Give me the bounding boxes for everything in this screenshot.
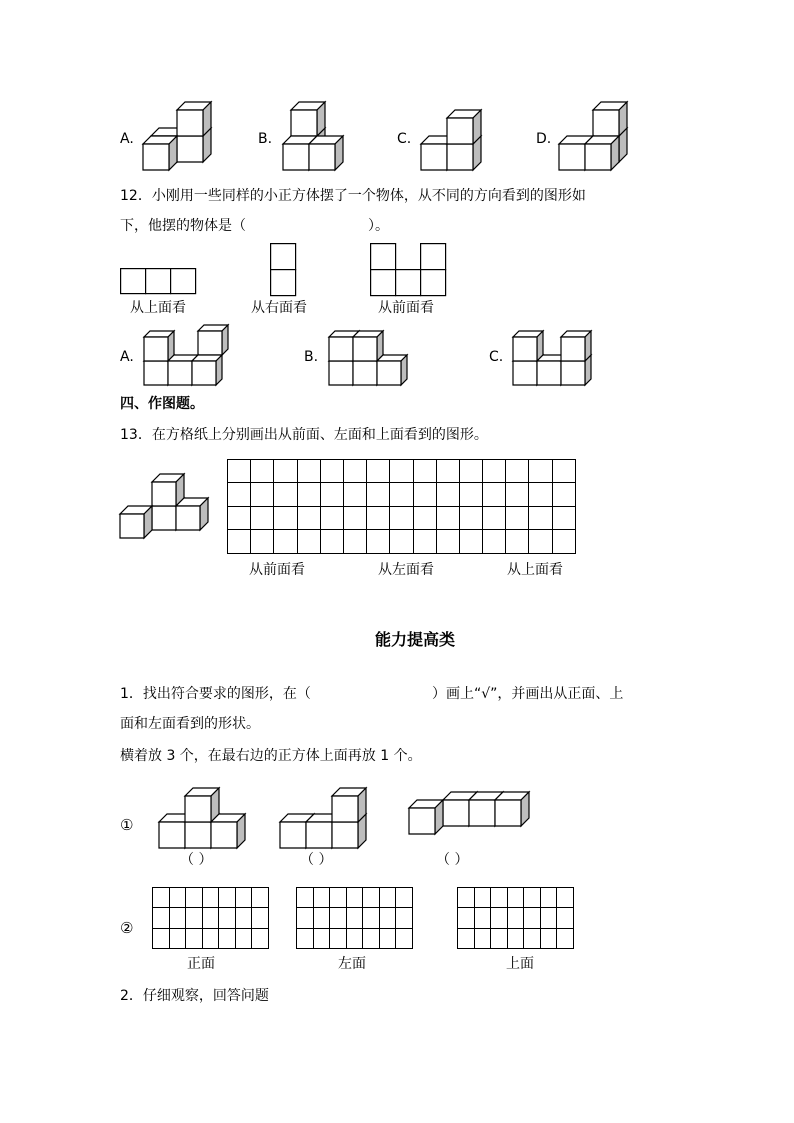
q12-view-top-figure [120,268,200,298]
grid-cell[interactable] [313,908,330,928]
ability-figure-1 [158,780,250,850]
q12-option-c-label: C. [489,349,504,365]
grid-cell[interactable] [413,506,436,529]
cube-face [176,506,200,530]
marker-circled-1: ① [120,816,134,834]
cube-face [332,796,358,822]
cube-face [495,800,521,826]
grid-cell[interactable] [413,483,436,506]
cube-face [409,808,435,834]
cube-face [559,144,585,170]
grid-cell[interactable] [529,460,552,483]
grid-cell[interactable] [474,888,491,908]
grid-cell[interactable] [330,888,347,908]
grid-cell[interactable] [252,888,269,908]
q11-figure-d [556,100,636,172]
grid-cell[interactable] [320,483,343,506]
ability-q1-line3: 横着放 3 个，在最右边的正方体上面再放 1 个。 [120,748,422,764]
cube-face [447,118,473,144]
cube-face [421,144,447,170]
grid-cell[interactable] [436,506,459,529]
cube-face [185,822,211,848]
grid-cell[interactable] [330,908,347,928]
grid-cell[interactable] [413,460,436,483]
grid-cell[interactable] [459,460,482,483]
grid-cell[interactable] [228,506,251,529]
grid-cell[interactable] [251,530,274,553]
grid-cell[interactable] [251,483,274,506]
grid-cell[interactable] [390,460,413,483]
grid-cell[interactable] [540,888,557,908]
grid-cell[interactable] [540,928,557,948]
cube-face [593,110,619,136]
cube-face [177,110,203,136]
cube-face [329,337,353,361]
grid-cell[interactable] [219,928,236,948]
grid-cell[interactable] [252,928,269,948]
grid-cell[interactable] [346,888,363,908]
q12-view-top-label: 从上面看 [130,300,186,316]
grid-cell[interactable] [557,908,574,928]
grid-cell[interactable] [169,928,186,948]
cube-face [306,822,332,848]
grid-cell[interactable] [169,908,186,928]
ability-view-left-label: 左面 [338,956,366,972]
grid-cell[interactable] [343,506,366,529]
grid-cell[interactable] [186,888,203,908]
grid-cell[interactable] [169,888,186,908]
grid-cell[interactable] [540,908,557,928]
grid-cell[interactable] [529,483,552,506]
ability-q1-line2: 面和左面看到的形状。 [120,716,260,732]
grid-cell[interactable] [251,460,274,483]
q12-figure-a [143,325,238,387]
grid-cell[interactable] [343,483,366,506]
grid-cell[interactable] [228,460,251,483]
q13-drawing-grid[interactable] [227,459,576,554]
grid-cell[interactable] [396,928,413,948]
grid-cell[interactable] [153,928,170,948]
grid-cell[interactable] [459,483,482,506]
ability-section-title: 能力提高类 [375,630,456,649]
ability-choice-paren-2[interactable]: （ ） [300,852,333,868]
cube-face [329,361,353,385]
grid-cell[interactable] [552,530,575,553]
grid-cell[interactable] [346,928,363,948]
grid-cell[interactable] [186,928,203,948]
cube-face [143,144,169,170]
grid-cell[interactable] [379,928,396,948]
cube-face [447,144,473,170]
grid-cell[interactable] [552,483,575,506]
grid-cell[interactable] [274,483,297,506]
grid-cell[interactable] [390,483,413,506]
q11-figure-c [418,100,488,172]
q13-label-left: 从左面看 [378,562,434,578]
cube-face [283,144,309,170]
cube-face [513,361,537,385]
ability-figure-2 [279,780,371,850]
cube-face [353,337,377,361]
grid-cell[interactable] [552,460,575,483]
grid-cell[interactable] [506,460,529,483]
grid-cell[interactable] [557,928,574,948]
grid-cell[interactable] [506,483,529,506]
ability-choice-paren-1[interactable]: （ ） [180,852,213,868]
ability-q2-text: 2．仔细观察，回答问题 [120,988,269,1004]
q12-answer-blank[interactable] [260,218,368,234]
ability-choice-paren-3[interactable]: （ ） [436,852,469,868]
grid-cell[interactable] [274,506,297,529]
grid-cell[interactable] [436,460,459,483]
ability-grid-front[interactable] [152,887,269,949]
grid-cell[interactable] [459,530,482,553]
grid-cell[interactable] [313,928,330,948]
cube-face [216,355,222,385]
grid-cell[interactable] [436,530,459,553]
grid-cell[interactable] [363,928,380,948]
grid-cell[interactable] [202,928,219,948]
grid-cell[interactable] [330,928,347,948]
ability-grid-top[interactable] [457,887,574,949]
grid-cell[interactable] [507,928,524,948]
grid-cell[interactable] [458,888,475,908]
grid-cell[interactable] [379,888,396,908]
cube-face [152,506,176,530]
grid-cell[interactable] [320,530,343,553]
q12-view-front-label: 从前面看 [378,300,434,316]
ability-view-top-label: 上面 [506,956,534,972]
grid-cell[interactable] [390,506,413,529]
cube-face [561,361,585,385]
grid-cell[interactable] [235,908,252,928]
cube-face [222,325,228,355]
cube-face [152,482,176,506]
grid-cell[interactable] [297,506,320,529]
grid-cell[interactable] [557,888,574,908]
cube-face [177,136,203,162]
grid-cell[interactable] [320,506,343,529]
grid-cell[interactable] [367,530,390,553]
grid-cell[interactable] [228,530,251,553]
grid-cell[interactable] [524,888,541,908]
grid-cell[interactable] [491,908,508,928]
grid-cell[interactable] [346,908,363,928]
grid-cell[interactable] [458,928,475,948]
grid-cell[interactable] [343,460,366,483]
grid-cell[interactable] [459,506,482,529]
grid-cell[interactable] [474,928,491,948]
grid-cell[interactable] [219,908,236,928]
grid-cell[interactable] [202,888,219,908]
ability-grid-left[interactable] [296,887,413,949]
grid-cell[interactable] [390,530,413,553]
grid-cell[interactable] [552,506,575,529]
grid-cell[interactable] [413,530,436,553]
cube-face [469,800,495,826]
cube-face [192,361,216,385]
grid-cell[interactable] [252,908,269,928]
cube-face [280,822,306,848]
cube-face [144,361,168,385]
cube-face [332,822,358,848]
q11-option-c-label: C. [397,131,412,147]
q13-label-top: 从上面看 [507,562,563,578]
grid-cell[interactable] [297,888,314,908]
grid-cell[interactable] [367,483,390,506]
q12-view-right-figure [270,243,300,299]
grid-cell[interactable] [297,483,320,506]
ability-q1-line1b: ）画上“√”，并画出从正面、上 [432,686,624,702]
cube-face [561,337,585,361]
q11-figure-b [280,100,350,172]
cube-face [198,331,222,355]
q12-text-line2: 下，他摆的物体是（ [120,218,246,234]
ability-q1-line1a: 1．找出符合要求的图形，在（ [120,686,311,702]
grid-cell[interactable] [436,483,459,506]
cube-face [168,361,192,385]
q12-text-line1: 12．小刚用一些同样的小正方体摆了一个物体，从不同的方向看到的图形如 [120,188,586,204]
grid-cell[interactable] [202,908,219,928]
grid-cell[interactable] [507,908,524,928]
q12-figure-c [512,325,607,387]
q12-view-front-figure [370,243,450,299]
grid-cell[interactable] [343,530,366,553]
grid-cell[interactable] [297,928,314,948]
grid-cell[interactable] [474,908,491,928]
cube-face [144,337,168,361]
grid-cell[interactable] [363,908,380,928]
grid-cell[interactable] [396,908,413,928]
grid-cell[interactable] [458,908,475,928]
grid-cell[interactable] [483,483,506,506]
grid-cell[interactable] [186,908,203,928]
grid-cell[interactable] [367,506,390,529]
grid-cell[interactable] [491,928,508,948]
grid-cell[interactable] [507,888,524,908]
grid-cell[interactable] [524,908,541,928]
marker-circled-2: ② [120,919,134,937]
grid-cell[interactable] [529,530,552,553]
grid-cell[interactable] [274,530,297,553]
grid-cell[interactable] [313,888,330,908]
q12-option-b-label: B. [304,349,319,365]
grid-cell[interactable] [219,888,236,908]
cube-face [537,361,561,385]
q12-figure-b [328,325,423,387]
cube-face [185,796,211,822]
grid-cell[interactable] [524,928,541,948]
grid-cell[interactable] [529,506,552,529]
grid-cell[interactable] [491,888,508,908]
grid-cell[interactable] [297,530,320,553]
grid-cell[interactable] [483,460,506,483]
q12-text-line2-end: ）。 [368,218,389,234]
grid-cell[interactable] [506,506,529,529]
grid-cell[interactable] [379,908,396,928]
grid-cell[interactable] [153,908,170,928]
grid-cell[interactable] [297,908,314,928]
cube-face [291,110,317,136]
cube-face [211,822,237,848]
ability-q1-answer-blank[interactable] [340,686,432,702]
grid-cell[interactable] [235,888,252,908]
cube-face [513,337,537,361]
q13-label-front: 从前面看 [249,562,305,578]
cube-face [585,144,611,170]
cube-face [353,361,377,385]
q12-option-a-label: A. [120,349,134,365]
grid-cell[interactable] [235,928,252,948]
q13-cube-figure [118,470,214,542]
q11-option-a-label: A. [120,131,134,147]
grid-cell[interactable] [483,506,506,529]
grid-cell[interactable] [396,888,413,908]
q11-option-b-label: B. [258,131,273,147]
cube-face [401,355,407,385]
q11-figure-a [140,100,210,172]
cube-face [120,514,144,538]
section4-heading: 四、作图题。 [120,396,204,412]
grid-cell[interactable] [320,460,343,483]
grid-cell[interactable] [483,530,506,553]
cube-face [159,822,185,848]
grid-cell[interactable] [363,888,380,908]
grid-cell[interactable] [153,888,170,908]
cube-face [443,800,469,826]
grid-cell[interactable] [367,460,390,483]
cube-face [585,331,591,361]
grid-cell[interactable] [274,460,297,483]
ability-figure-3 [408,788,508,838]
grid-cell[interactable] [506,530,529,553]
cube-face [377,361,401,385]
ability-view-front-label: 正面 [187,956,215,972]
grid-cell[interactable] [297,460,320,483]
q12-view-right-label: 从右面看 [251,300,307,316]
q13-text: 13．在方格纸上分别画出从前面、左面和上面看到的图形。 [120,427,488,443]
cube-face [309,144,335,170]
grid-cell[interactable] [228,483,251,506]
grid-cell[interactable] [251,506,274,529]
q11-option-d-label: D. [536,131,552,147]
